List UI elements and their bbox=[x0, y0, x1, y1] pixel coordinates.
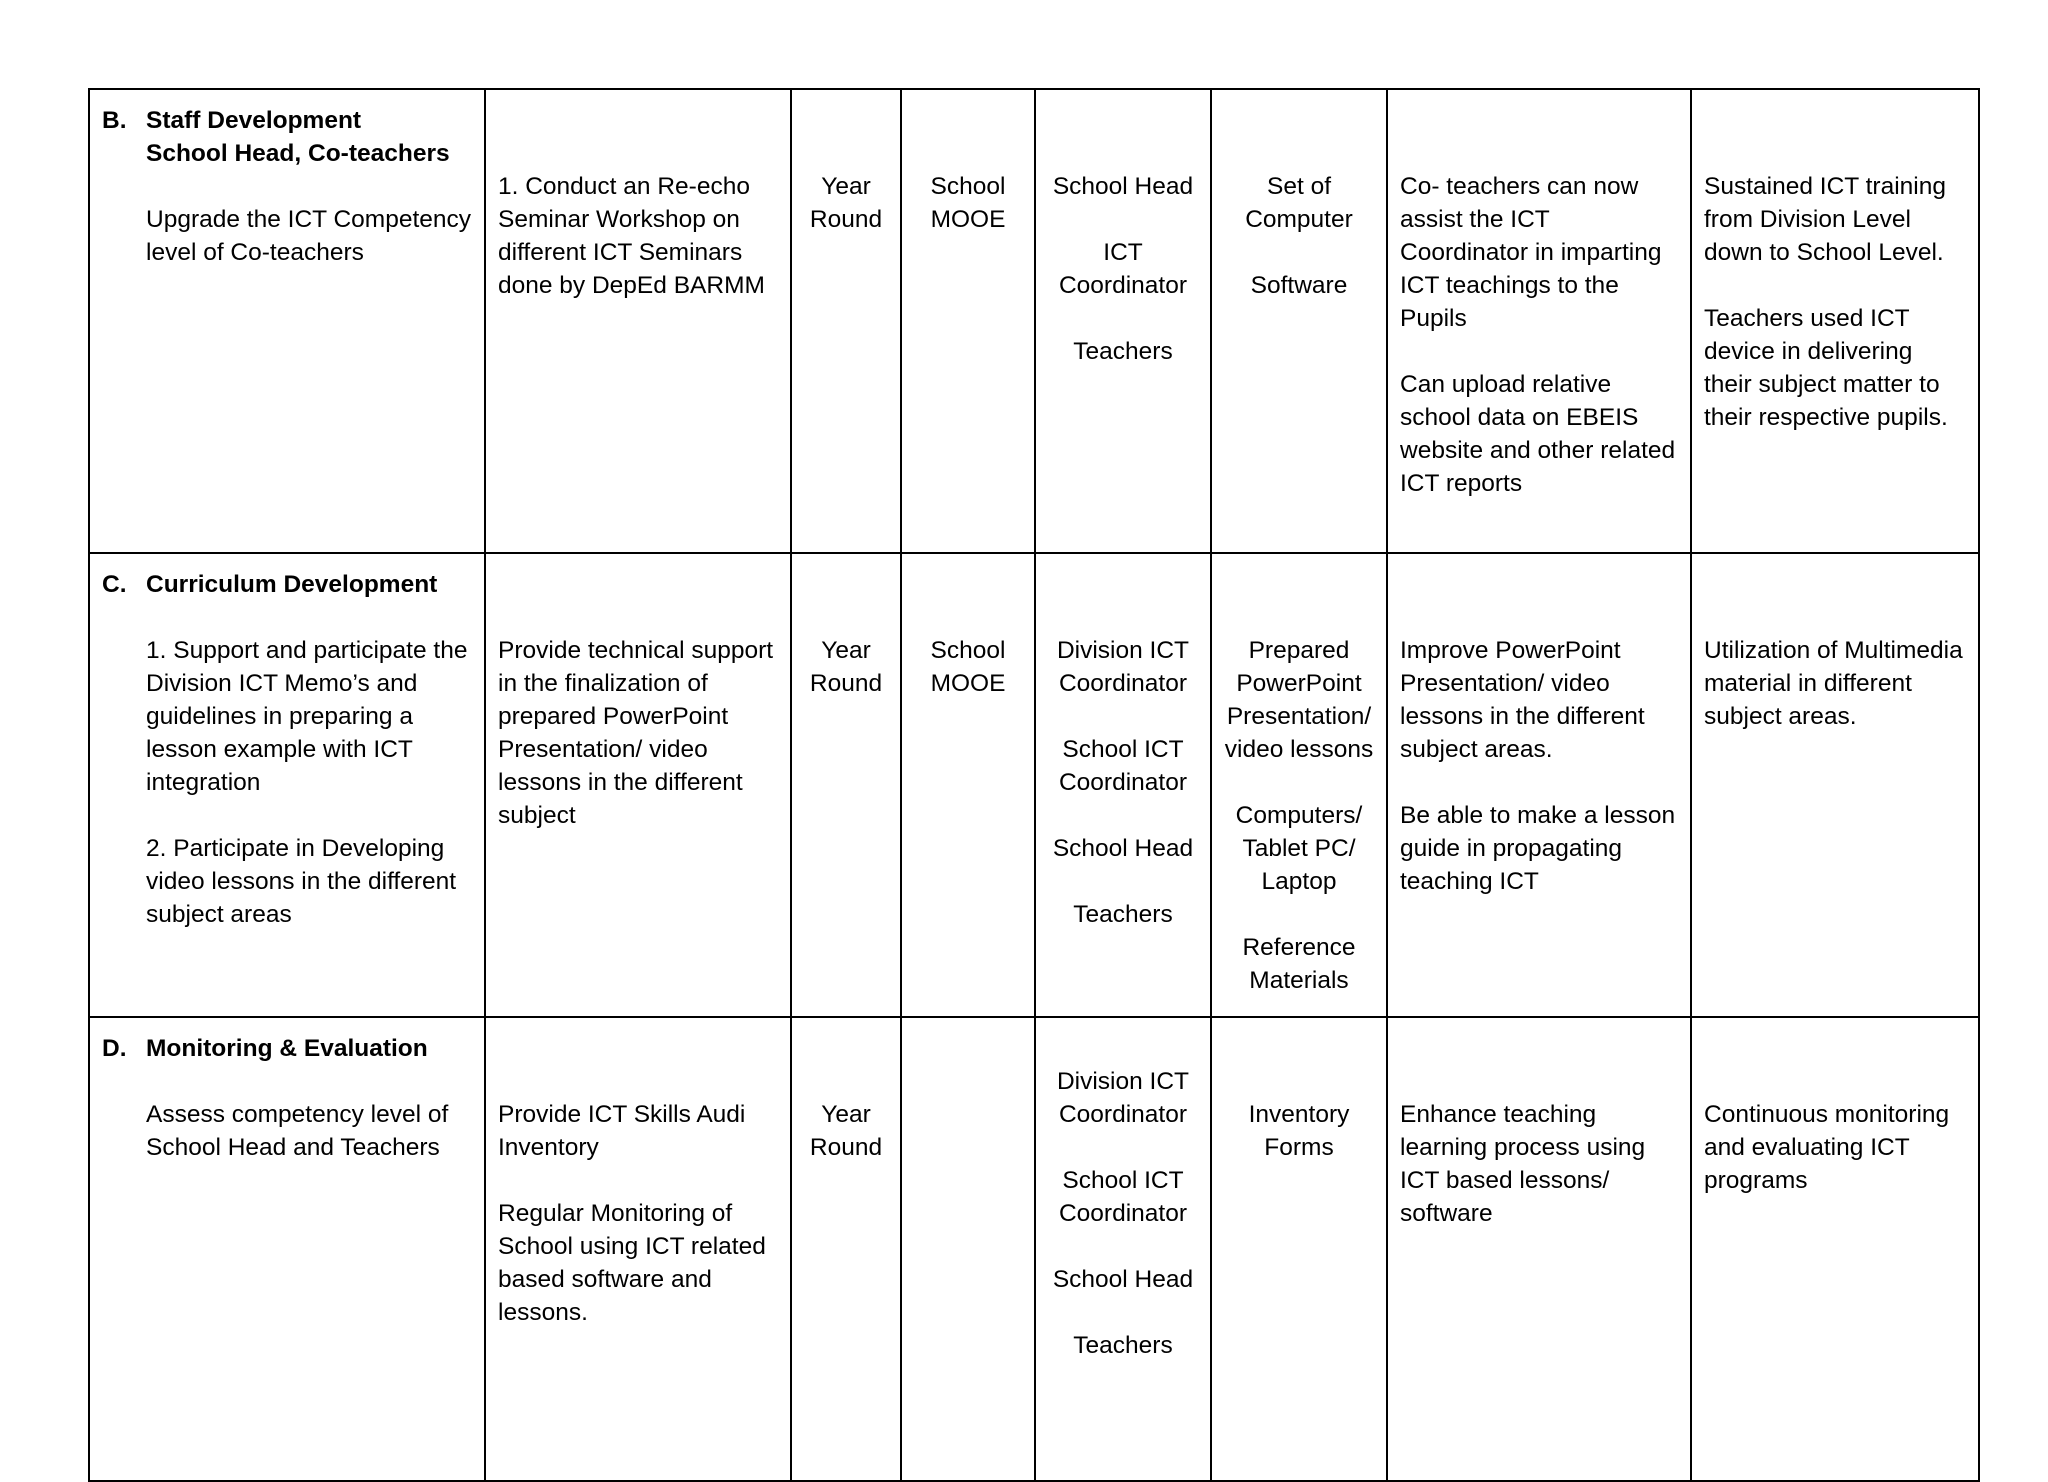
resource-text: Laptop bbox=[1261, 868, 1337, 895]
table-row bbox=[89, 89, 1979, 553]
spacer bbox=[804, 568, 888, 601]
success-indicator-cell bbox=[1691, 1017, 1979, 1481]
objective-cell bbox=[89, 1017, 485, 1481]
person-text: Coordinator bbox=[1058, 1101, 1187, 1128]
spacer bbox=[1704, 1065, 1966, 1098]
spacer bbox=[1400, 1032, 1678, 1065]
spacer bbox=[1048, 104, 1198, 137]
expected-output-text: Enhance teaching learning process using ICT based lessons/ software bbox=[1400, 1101, 1646, 1227]
spacer bbox=[914, 601, 1022, 634]
section-title: Staff Development bbox=[146, 107, 362, 134]
resources-cell bbox=[1211, 1017, 1387, 1481]
spacer bbox=[1048, 137, 1198, 170]
spacer bbox=[1400, 766, 1678, 799]
spacer bbox=[102, 601, 472, 634]
spacer bbox=[1704, 601, 1966, 634]
resource-text bbox=[1224, 766, 1374, 799]
spacer bbox=[1048, 1032, 1198, 1065]
time-frame-text: Year bbox=[821, 1101, 871, 1128]
success-indicator-text: Continuous monitoring and evaluating ICT programs bbox=[1704, 1101, 1950, 1194]
time-frame-text: Round bbox=[809, 1134, 883, 1161]
spacer bbox=[1400, 335, 1678, 368]
person-text: Teachers bbox=[1073, 1332, 1173, 1359]
resource-text: Inventory bbox=[1248, 1101, 1350, 1128]
funds-text: School bbox=[930, 173, 1006, 200]
funds-text: MOOE bbox=[930, 670, 1006, 697]
spacer bbox=[1400, 137, 1678, 170]
expected-output-cell bbox=[1387, 1017, 1691, 1481]
spacer bbox=[1048, 568, 1198, 601]
success-indicator-cell bbox=[1691, 553, 1979, 1017]
expected-output-text: Improve PowerPoint Presentation/ video lessons in the different subject areas. bbox=[1400, 637, 1645, 763]
person-text: School ICT bbox=[1062, 736, 1184, 763]
spacer bbox=[1704, 104, 1966, 137]
resource-text: Set of bbox=[1266, 173, 1331, 200]
resources-cell bbox=[1211, 89, 1387, 553]
spacer bbox=[1704, 1032, 1966, 1065]
success-indicator-text: Sustained ICT training from Division Level down to School Level. bbox=[1704, 173, 1946, 266]
time-frame-cell bbox=[791, 1017, 901, 1481]
success-indicator-text: Utilization of Multimedia material in different subject areas. bbox=[1704, 637, 1963, 730]
spacer bbox=[1704, 568, 1966, 601]
time-frame-text: Year bbox=[821, 173, 871, 200]
expected-output-text: Be able to make a lesson guide in propagating teaching ICT bbox=[1400, 802, 1676, 895]
person-text bbox=[1048, 1131, 1198, 1164]
section-heading bbox=[102, 104, 472, 137]
section-letter: C. bbox=[102, 571, 127, 598]
activity-text: 1. Conduct an Re-echo Seminar Workshop on different ICT Seminars done by DepEd BARMM bbox=[498, 173, 765, 299]
resource-text: Computers/ bbox=[1235, 802, 1363, 829]
spacer bbox=[914, 104, 1022, 137]
expected-output-cell bbox=[1387, 553, 1691, 1017]
section-letter: B. bbox=[102, 107, 127, 134]
spacer bbox=[1400, 568, 1678, 601]
person-text: Division ICT bbox=[1056, 1068, 1190, 1095]
spacer bbox=[498, 104, 778, 137]
spacer bbox=[914, 1065, 1022, 1098]
person-text: Coordinator bbox=[1058, 769, 1187, 796]
spacer bbox=[804, 137, 888, 170]
person-text: School Head bbox=[1052, 1266, 1194, 1293]
objective-text: 1. Support and participate the Division ICT Memo’s and guidelines in preparing a lesson example with ICT integration bbox=[146, 637, 468, 796]
person-text: Teachers bbox=[1073, 901, 1173, 928]
section-title: Curriculum Development bbox=[146, 571, 438, 598]
resource-text: Materials bbox=[1249, 967, 1349, 994]
person-text: Coordinator bbox=[1058, 272, 1187, 299]
time-frame-text: Round bbox=[809, 670, 883, 697]
activity-cell bbox=[485, 553, 791, 1017]
funds-cell bbox=[901, 89, 1035, 553]
table-row bbox=[89, 553, 1979, 1017]
resource-text: PowerPoint bbox=[1236, 670, 1362, 697]
time-frame-text: Year bbox=[821, 637, 871, 664]
spacer bbox=[1224, 104, 1374, 137]
time-frame-text: Round bbox=[809, 206, 883, 233]
persons-cell bbox=[1035, 1017, 1211, 1481]
expected-output-cell bbox=[1387, 89, 1691, 553]
expected-output-text: Co- teachers can now assist the ICT Coordinator in imparting ICT teachings to the Pupils bbox=[1400, 173, 1662, 332]
spacer bbox=[1224, 137, 1374, 170]
success-indicator-text: Teachers used ICT device in delivering their subject matter to their respective pupils. bbox=[1704, 305, 1948, 431]
activity-text: Provide ICT Skills Audi Inventory bbox=[498, 1101, 746, 1161]
spacer bbox=[1224, 1032, 1374, 1065]
spacer bbox=[498, 1065, 778, 1098]
objective-cell bbox=[89, 553, 485, 1017]
spacer bbox=[498, 137, 778, 170]
persons-cell bbox=[1035, 89, 1211, 553]
time-frame-cell bbox=[791, 89, 901, 553]
action-plan-table bbox=[88, 88, 1980, 1482]
spacer bbox=[1224, 601, 1374, 634]
spacer bbox=[498, 601, 778, 634]
resource-text: Tablet PC/ bbox=[1242, 835, 1356, 862]
person-text: School Head bbox=[1052, 835, 1194, 862]
spacer bbox=[804, 1032, 888, 1065]
spacer bbox=[498, 1164, 778, 1197]
objective-text: Upgrade the ICT Competency level of Co-teachers bbox=[146, 206, 472, 266]
time-frame-cell bbox=[791, 553, 901, 1017]
person-text: School ICT bbox=[1062, 1167, 1184, 1194]
activity-cell bbox=[485, 89, 791, 553]
activity-cell bbox=[485, 1017, 791, 1481]
resource-text bbox=[1224, 236, 1374, 269]
person-text: Coordinator bbox=[1058, 1200, 1187, 1227]
spacer bbox=[1400, 104, 1678, 137]
table-body bbox=[89, 89, 1979, 1481]
spacer bbox=[1400, 601, 1678, 634]
person-text: Teachers bbox=[1073, 338, 1173, 365]
person-text bbox=[1048, 203, 1198, 236]
resource-text: Forms bbox=[1264, 1134, 1334, 1161]
spacer bbox=[1048, 601, 1198, 634]
spacer bbox=[498, 1032, 778, 1065]
spacer bbox=[804, 601, 888, 634]
person-text: School Head bbox=[1052, 173, 1194, 200]
resource-text: Reference bbox=[1242, 934, 1356, 961]
person-text: Division ICT bbox=[1056, 637, 1190, 664]
resource-text: Prepared bbox=[1248, 637, 1350, 664]
spacer bbox=[1224, 568, 1374, 601]
person-text bbox=[1048, 799, 1198, 832]
funds-text: MOOE bbox=[930, 206, 1006, 233]
section-letter: D. bbox=[102, 1035, 127, 1062]
funds-cell bbox=[901, 1017, 1035, 1481]
person-text bbox=[1048, 700, 1198, 733]
objective-text: 2. Participate in Developing video lessons in the different subject areas bbox=[146, 835, 457, 928]
person-text: ICT bbox=[1103, 239, 1143, 266]
section-heading bbox=[102, 568, 472, 601]
objective-text: Assess competency level of School Head and Teachers bbox=[146, 1101, 449, 1161]
section-title: Monitoring & Evaluation bbox=[146, 1035, 428, 1062]
funds-cell bbox=[901, 553, 1035, 1017]
spacer bbox=[102, 799, 472, 832]
spacer bbox=[914, 137, 1022, 170]
persons-cell bbox=[1035, 553, 1211, 1017]
expected-output-text: Can upload relative school data on EBEIS website and other related ICT reports bbox=[1400, 371, 1676, 497]
spacer bbox=[804, 104, 888, 137]
spacer bbox=[102, 170, 472, 203]
spacer bbox=[1400, 1065, 1678, 1098]
resources-cell bbox=[1211, 553, 1387, 1017]
spacer bbox=[1224, 1065, 1374, 1098]
resource-text bbox=[1224, 898, 1374, 931]
spacer bbox=[1704, 137, 1966, 170]
resource-text: Software bbox=[1250, 272, 1348, 299]
resource-text: video lessons bbox=[1224, 736, 1374, 763]
section-subtitle: School Head, Co-teachers bbox=[146, 140, 450, 167]
funds-text: School bbox=[930, 637, 1006, 664]
objective-cell bbox=[89, 89, 485, 553]
person-text bbox=[1048, 1296, 1198, 1329]
spacer bbox=[102, 1065, 472, 1098]
resource-text: Presentation/ bbox=[1226, 703, 1372, 730]
person-text bbox=[1048, 1230, 1198, 1263]
person-text bbox=[1048, 302, 1198, 335]
success-indicator-cell bbox=[1691, 89, 1979, 553]
person-text bbox=[1048, 865, 1198, 898]
person-text: Coordinator bbox=[1058, 670, 1187, 697]
spacer bbox=[1704, 269, 1966, 302]
section-heading bbox=[102, 1032, 472, 1065]
resource-text: Computer bbox=[1245, 206, 1353, 233]
spacer bbox=[498, 568, 778, 601]
activity-text: Provide technical support in the finalization of prepared PowerPoint Presentation/ video lessons in the different subject bbox=[498, 637, 774, 829]
table-row bbox=[89, 1017, 1979, 1481]
spacer bbox=[914, 568, 1022, 601]
spacer bbox=[804, 1065, 888, 1098]
activity-text: Regular Monitoring of School using ICT related based software and lessons. bbox=[498, 1200, 766, 1326]
spacer bbox=[914, 1032, 1022, 1065]
